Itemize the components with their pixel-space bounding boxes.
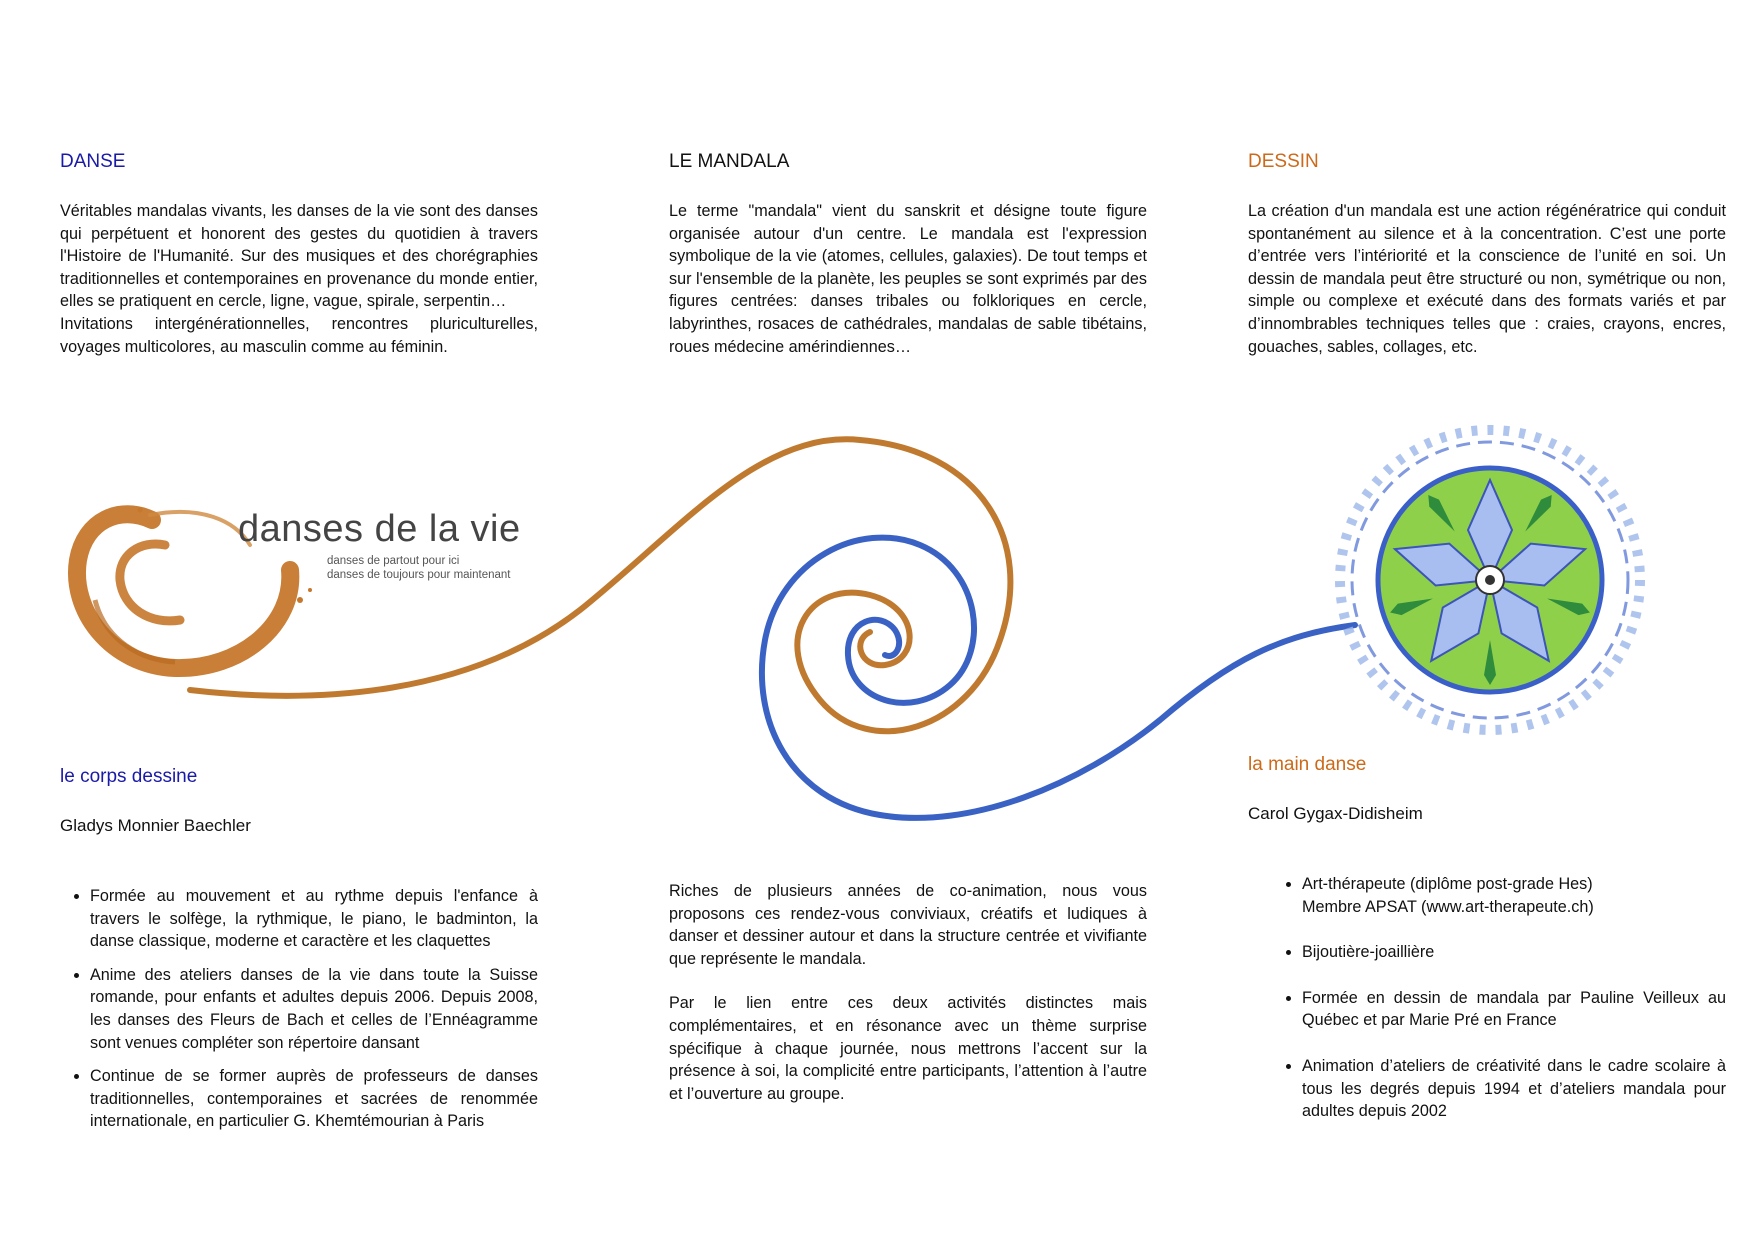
logo-subtitle-1: danses de partout pour ici [327,555,460,567]
mandala-drawing-icon [1340,430,1640,730]
text-coanimation [669,880,1147,1105]
text-coanimation-p2: Par le lien entre ces deux activités distinctes mais complémentaires, et en résonance avec un thème surprise spécifique à chaque journée, nous mettrons l’accent sur la présence à soi, la complicité entre participants, l’attention à l’autre et l’ouverture au groupe. [669,994,1147,1103]
list-item: • Formée en dessin de mandala par Pauline Veilleux au Québec et par Marie Pré en France [1302,987,1726,1032]
logo-subtitle-2: danses de toujours pour maintenant [327,569,511,581]
heading-mandala: LE MANDALA [669,151,790,172]
list-item [1302,873,1726,918]
bullet-carol-1b: Membre APSAT (www.art-therapeute.ch) [1302,897,1594,916]
logo-subtitle [327,554,510,582]
list-item: • Animation d’ateliers de créativité dans le cadre scolaire à tous les degrés depuis 1994 et d’ateliers mandala pour adultes depuis 2002 [1302,1055,1726,1123]
text-coanimation-p1: Riches de plusieurs années de co-animation, nous vous proposons ces rendez-vous conviviaux, créatifs et ludiques à danser et dessiner autour et dans la structure centrée et vivifiante que représente le mandala. [669,882,1147,968]
text-dessin: La création d'un mandala est une action régénératrice qui conduit spontanément au silence et à la concentration. C’est une porte d’entrée vers l’intériorité et la conscience de l’unité en soi. Un dessin de mandala peut être structuré ou non, symétrique ou non, simple ou complexe et exécuté dans des formats variés et par d’innombrables techniques telles que : craies, crayons, encres, gouaches, sables, collages, etc. [1248,202,1726,356]
text-danse-p2: Invitations intergénérationnelles, rencontres pluriculturelles, voyages multicolores, au masculin comme au féminin. [60,314,538,356]
bullets-carol [1272,873,1726,1146]
bullets-gladys [60,885,538,1144]
heading-danse: DANSE [60,151,126,172]
bullet-carol-1a: Art-thérapeute (diplôme post-grade Hes) [1302,875,1593,893]
person-carol: Carol Gygax-Didisheim [1248,804,1423,823]
person-gladys: Gladys Monnier Baechler [60,816,251,835]
list-item: • Formée au mouvement et au rythme depuis l'enfance à travers le solfège, la rythmique, le piano, le badminton, la danse classique, moderne et caractère et les claquettes [90,885,538,953]
text-danse [60,200,538,358]
list-item: • Bijoutière-joaillière [1302,941,1726,964]
text-danse-p1: Véritables mandalas vivants, les danses de la vie sont des danses qui perpétuent et honorent des gestes du quotidien à travers l'Histoire de l'Humanité. Sur des musiques et des chorégraphies traditionnelles et contemporaines en provenance du monde entier, elles se pratiquent en cercle, ligne, vague, spirale, serpentin… [60,202,538,311]
heading-main-danse: la main danse [1248,754,1367,775]
list-item: • Continue de se former auprès de professeurs de danses traditionnelles, contemporaines et sacrées de renommée internationale, en particulier G. Khemtémourian à Paris [90,1065,538,1133]
orange-spiral-line [190,439,1010,731]
logo-title: danses de la vie [238,508,521,550]
heading-dessin: DESSIN [1248,151,1319,172]
heading-corps-dessine: le corps dessine [60,766,198,787]
text-mandala: Le terme "mandala" vient du sanskrit et désigne toute figure organisée autour d'un centre. Le mandala est l'expression symbolique de la vie (atomes, cellules, galaxies). De tout temps et sur l'ensemble de la planète, les peuples se sont exprimés par des figures centrées: danses tribales ou folkloriques en cercle, labyrinthes, rosaces de cathédrales, mandalas de sable tibétains, roues médecine amérindiennes… [669,202,1147,356]
list-item: • Anime des ateliers danses de la vie dans toute la Suisse romande, pour enfants et adultes depuis 2006. Depuis 2008, les danses des Fleurs de Bach et celles de l’Ennéagramme sont venues compléter son répertoire dansant [90,964,538,1054]
